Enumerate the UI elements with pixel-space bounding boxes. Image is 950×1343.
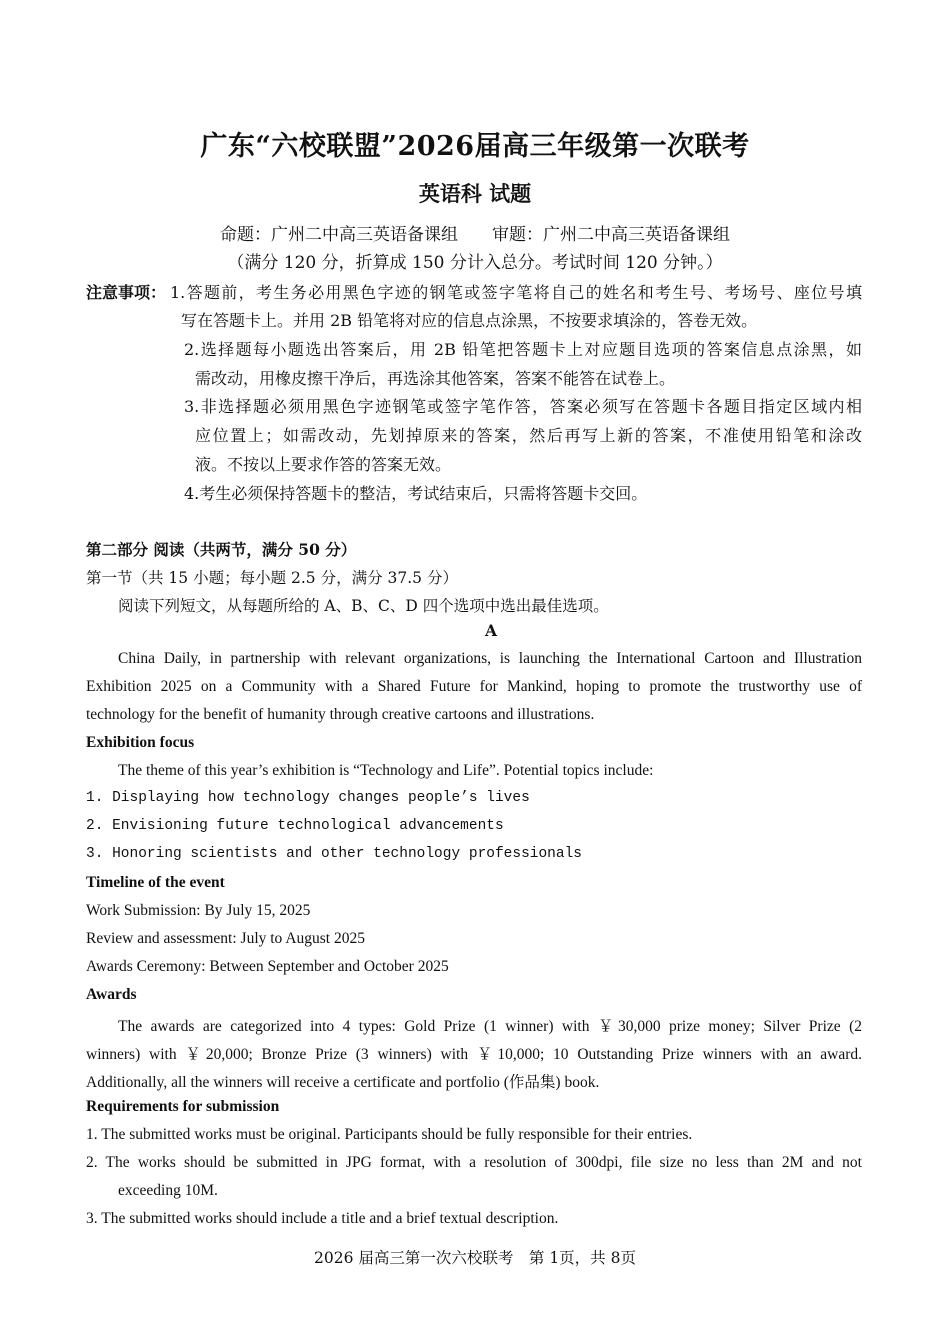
exam-authors: 命题：广州二中高三英语备课组 审题：广州二中高三英语备课组 xyxy=(220,225,730,245)
topic-item: 1. Displaying how technology changes people’s lives xyxy=(86,790,530,806)
requirements-heading: Requirements for submission xyxy=(86,1098,280,1115)
requirement-item: 2. The works should be submitted in JPG format, with a resolution of 300dpi, file size no less than 2M and not xyxy=(86,1154,862,1171)
part-heading: 第二部分 阅读（共两节，满分 50 分） xyxy=(86,540,357,559)
passage-intro-line: technology for the benefit of humanity through creative cartoons and illustrations. xyxy=(86,706,595,723)
note-line: 1.答题前，考生务必用黑色字迹的钢笔或签字笔将自己的姓名和考生号、考场号、座位号填 xyxy=(170,283,862,302)
timeline-item: Awards Ceremony: Between September and October 2025 xyxy=(86,958,449,975)
note-line: 4.考生必须保持答题卡的整洁，考试结束后，只需将答题卡交回。 xyxy=(184,484,648,503)
requirement-item: exceeding 10M. xyxy=(118,1182,218,1199)
section-heading: 第一节（共 15 小题；每小题 2.5 分，满分 37.5 分） xyxy=(86,569,458,587)
focus-text: The theme of this year’s exhibition is “Technology and Life”. Potential topics include: xyxy=(118,762,654,779)
exam-title: 广东“六校联盟”2026届高三年级第一次联考 xyxy=(200,131,750,162)
note-line: 液。不按以上要求作答的答案无效。 xyxy=(195,455,452,474)
awards-line: Additionally, all the winners will receive a certificate and portfolio (作品集) book. xyxy=(86,1074,600,1091)
note-line: 2.选择题每小题选出答案后，用 2B 铅笔把答题卡上对应题目选项的答案信息点涂黑，如 xyxy=(184,340,862,359)
focus-heading: Exhibition focus xyxy=(86,734,195,751)
notes-label: 注意事项： xyxy=(86,283,167,302)
topic-item: 3. Honoring scientists and other technology professionals xyxy=(86,846,582,862)
timeline-heading: Timeline of the event xyxy=(86,874,225,891)
note-line: 需改动，用橡皮擦干净后，再选涂其他答案，答案不能答在试卷上。 xyxy=(195,369,676,388)
page-footer: 2026 届高三第一次六校联考 第 1页，共 8页 xyxy=(314,1249,636,1267)
requirement-item: 1. The submitted works must be original. Participants should be fully responsible for their entries. xyxy=(86,1126,693,1143)
awards-line: The awards are categorized into 4 types: Gold Prize (1 winner) with ￥30,000 prize money; Silver Prize (2 xyxy=(118,1018,862,1035)
note-line: 3.非选择题必须用黑色字迹钢笔或签字笔作答，答案必须写在答题卡各题目指定区域内相 xyxy=(184,397,862,416)
timeline-item: Work Submission: By July 15, 2025 xyxy=(86,902,311,919)
passage-intro-line: China Daily, in partnership with relevant organizations, is launching the International Cartoon and Illustration xyxy=(118,650,862,667)
awards-line: winners) with ￥20,000; Bronze Prize (3 winners) with ￥10,000; 10 Outstanding Prize winners with an award. xyxy=(86,1046,862,1063)
instruction: 阅读下列短文，从每题所给的 A、B、C、D 四个选项中选出最佳选项。 xyxy=(118,597,609,615)
timeline-item: Review and assessment: July to August 2025 xyxy=(86,930,365,947)
passage-letter: A xyxy=(484,621,498,640)
awards-heading: Awards xyxy=(86,986,137,1003)
passage-intro-line: Exhibition 2025 on a Community with a Shared Future for Mankind, hoping to promote the trustworthy use of xyxy=(86,678,862,695)
topic-item: 2. Envisioning future technological advancements xyxy=(86,818,504,834)
exam-subject: 英语科 试题 xyxy=(418,181,532,206)
exam-scoring: （满分 120 分，折算成 150 分计入总分。考试时间 120 分钟。） xyxy=(227,253,723,273)
requirement-item: 3. The submitted works should include a title and a brief textual description. xyxy=(86,1210,559,1227)
note-line: 应位置上；如需改动，先划掉原来的答案，然后再写上新的答案，不准使用铅笔和涂改 xyxy=(195,426,862,445)
note-line: 写在答题卡上。并用 2B 铅笔将对应的信息点涂黑，不按要求填涂的，答卷无效。 xyxy=(181,311,758,330)
